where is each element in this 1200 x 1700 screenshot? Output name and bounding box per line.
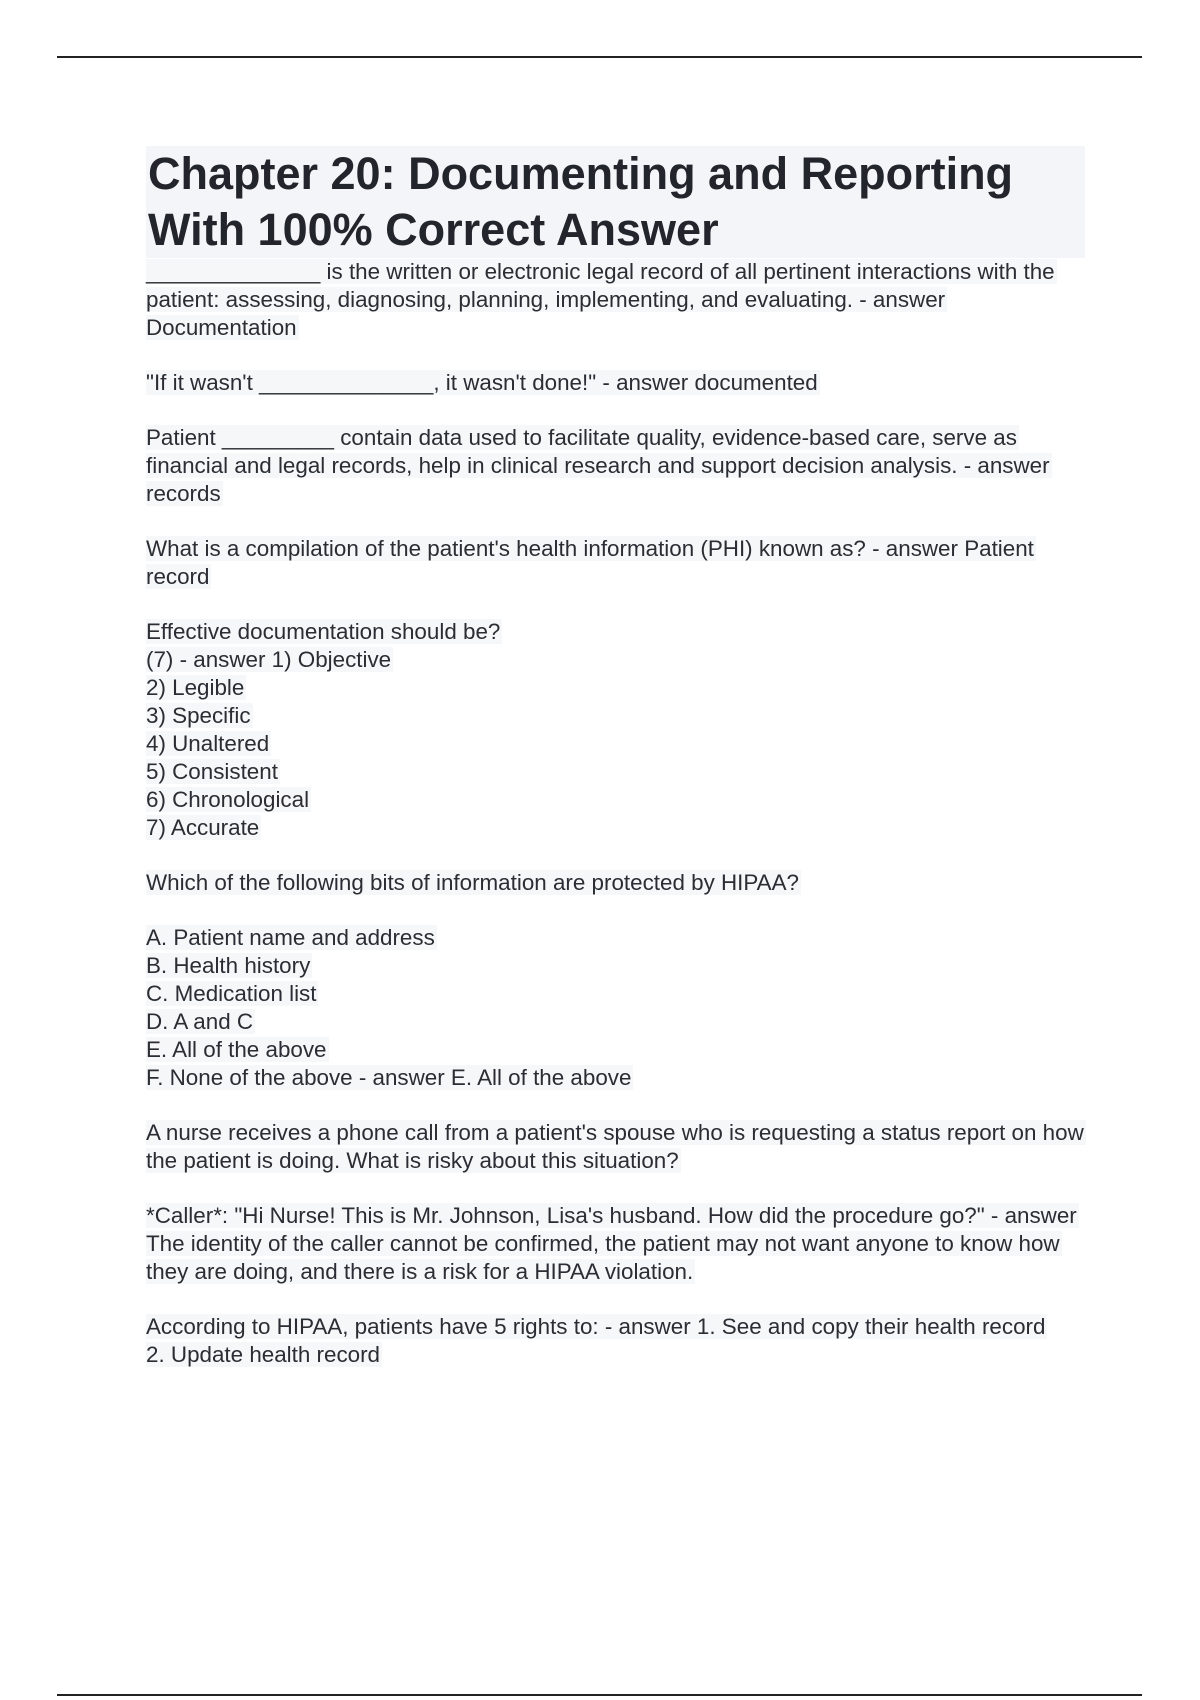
question-5-line: 5) Consistent [146, 759, 278, 784]
question-1-text: ______________ is the written or electronic legal record of all pertinent interactions with the patient: assessing, diagnosing, planning, implementing, and evaluating. - answer Documentation [146, 259, 1055, 340]
question-5-line: 4) Unaltered [146, 731, 270, 756]
question-8-line: 2. Update health record [146, 1342, 381, 1367]
question-6-option: A. Patient name and address [146, 925, 435, 950]
question-8 [146, 1313, 1091, 1369]
question-7-prompt-block [146, 1119, 1091, 1175]
question-5-line: (7) - answer 1) Objective [146, 647, 392, 672]
question-7-prompt: A nurse receives a phone call from a patient's spouse who is requesting a status report on how the patient is doing. What is risky about this situation? [146, 1120, 1084, 1173]
question-6-option: E. All of the above [146, 1037, 327, 1062]
question-6-prompt: Which of the following bits of information are protected by HIPAA? [146, 870, 799, 895]
question-6-prompt-block [146, 869, 1091, 897]
question-6-option: C. Medication list [146, 981, 317, 1006]
question-2 [146, 369, 1091, 397]
question-5-line: 7) Accurate [146, 815, 260, 840]
question-6-option: D. A and C [146, 1009, 254, 1034]
bottom-rule [57, 1694, 1142, 1696]
question-6-option: B. Health history [146, 953, 311, 978]
question-6-options [146, 924, 1091, 1092]
question-5-prompt: Effective documentation should be? [146, 619, 501, 644]
question-7-answer-block [146, 1202, 1091, 1286]
title-line-1: Chapter 20: Documenting and Reporting [148, 148, 1014, 199]
question-4-text: What is a compilation of the patient's health information (PHI) known as? - answer Patient record [146, 536, 1034, 589]
question-5 [146, 618, 1091, 842]
question-5-line: 3) Specific [146, 703, 251, 728]
document-page [146, 146, 1091, 1369]
question-4 [146, 535, 1091, 591]
question-1 [146, 258, 1091, 342]
document-title [146, 146, 1085, 258]
question-2-text: "If it wasn't ______________, it wasn't done!" - answer documented [146, 370, 818, 395]
question-7-answer: *Caller*: "Hi Nurse! This is Mr. Johnson, Lisa's husband. How did the procedure go?" - answer The identity of the caller cannot be confirmed, the patient may not want anyone to know how they are doing, and there is a risk for a HIPAA violation. [146, 1203, 1077, 1284]
question-8-line: According to HIPAA, patients have 5 rights to: - answer 1. See and copy their health record [146, 1314, 1046, 1339]
top-rule [57, 56, 1142, 58]
question-5-line: 2) Legible [146, 675, 245, 700]
question-6-option: F. None of the above - answer E. All of the above [146, 1065, 632, 1090]
question-3 [146, 424, 1091, 508]
title-line-2: With 100% Correct Answer [148, 204, 719, 255]
question-3-text: Patient _________ contain data used to facilitate quality, evidence-based care, serve as financial and legal records, help in clinical research and support decision analysis. - answer records [146, 425, 1050, 506]
question-5-line: 6) Chronological [146, 787, 310, 812]
